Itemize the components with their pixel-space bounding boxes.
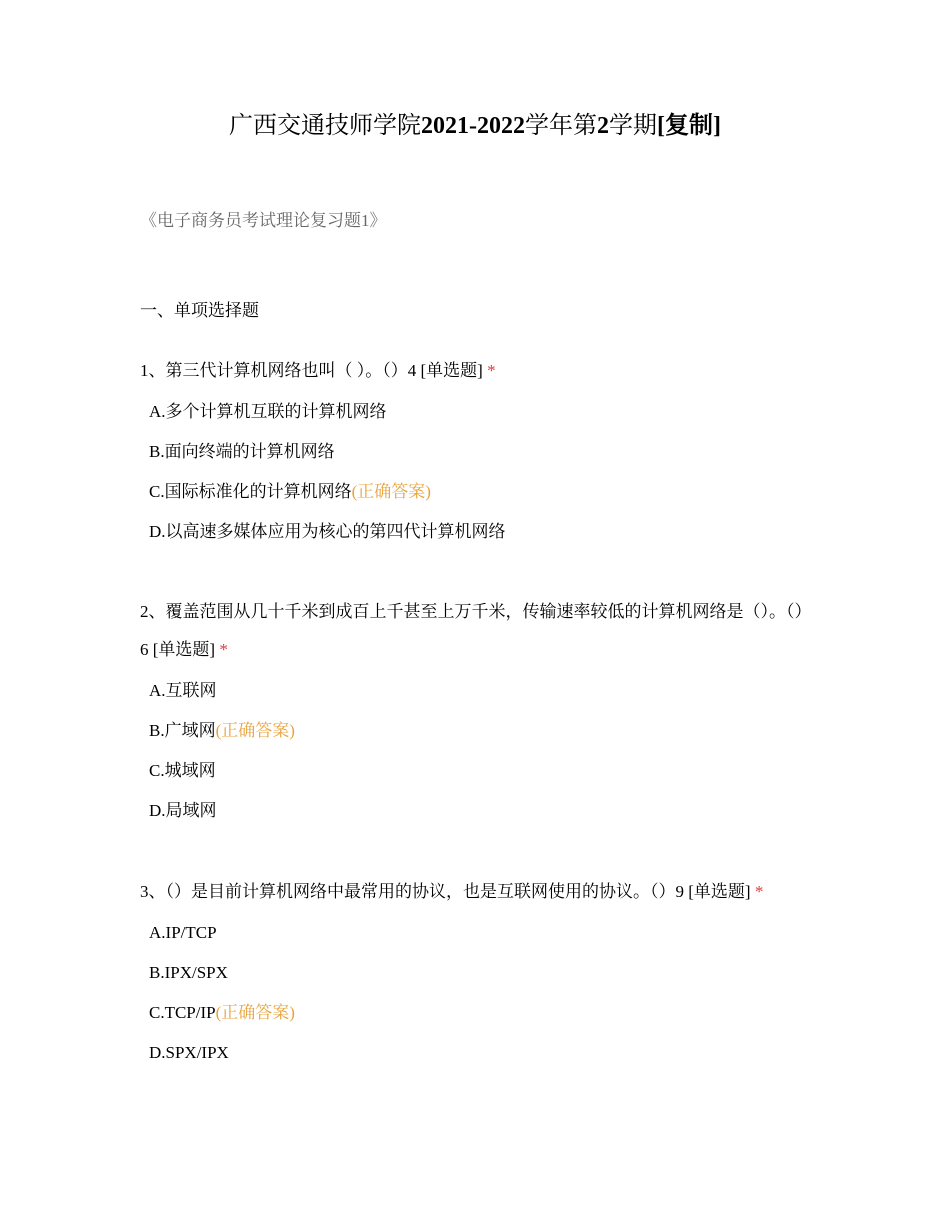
option-label: A.互联网 — [149, 681, 217, 700]
option-label: B.面向终端的计算机网络 — [149, 442, 335, 461]
option-d[interactable] — [140, 512, 810, 552]
option-c[interactable] — [140, 993, 810, 1033]
required-mark: * — [754, 882, 764, 901]
option-list — [140, 671, 810, 831]
option-d[interactable] — [140, 791, 810, 831]
question-1 — [140, 352, 810, 552]
option-b[interactable] — [140, 711, 810, 751]
title-middle: 学年第 — [525, 113, 597, 139]
title-term: 2 — [597, 113, 609, 139]
title-prefix: 广西交通技师学院 — [229, 113, 421, 139]
question-3-text: 3、（）是目前计算机网络中最常用的协议，也是互联网使用的协议。（）9 [单选题] — [140, 882, 751, 901]
option-label: C.TCP/IP — [149, 1003, 216, 1022]
correct-answer-note: (正确答案) — [215, 1003, 295, 1022]
option-label: D.局域网 — [149, 801, 217, 820]
option-label: A.多个计算机互联的计算机网络 — [149, 402, 387, 421]
option-label: D.以高速多媒体应用为核心的第四代计算机网络 — [149, 522, 506, 541]
option-label: B.广域网 — [149, 721, 216, 740]
option-c[interactable] — [140, 751, 810, 791]
document-title — [140, 108, 810, 144]
option-a[interactable] — [140, 913, 810, 953]
option-list — [140, 392, 810, 552]
correct-answer-note: (正确答案) — [215, 721, 295, 740]
option-d[interactable] — [140, 1033, 810, 1073]
option-b[interactable] — [140, 432, 810, 472]
option-label: B.IPX/SPX — [149, 963, 228, 982]
title-tag: [复制] — [657, 113, 721, 139]
question-2 — [140, 593, 810, 831]
question-text — [140, 593, 810, 669]
correct-answer-note: (正确答案) — [351, 482, 431, 501]
option-label: D.SPX/IPX — [149, 1043, 229, 1062]
option-label: C.城域网 — [149, 761, 216, 780]
option-list — [140, 913, 810, 1073]
question-2-text: 2、覆盖范围从几十千米到成百上千甚至上万千米，传输速率较低的计算机网络是（）。（）6 [单选题] — [140, 602, 803, 659]
option-a[interactable] — [140, 671, 810, 711]
question-1-text: 1、第三代计算机网络也叫（ ）。（）4 [单选题] — [140, 361, 483, 380]
section-heading: 一、单项选择题 — [140, 301, 259, 320]
required-mark: * — [487, 361, 496, 380]
title-years: 2021-2022 — [421, 113, 525, 139]
question-text — [140, 873, 810, 911]
option-label: C.国际标准化的计算机网络 — [149, 482, 352, 501]
option-a[interactable] — [140, 392, 810, 432]
question-3 — [140, 873, 810, 1073]
option-label: A.IP/TCP — [149, 923, 217, 942]
option-b[interactable] — [140, 953, 810, 993]
document-subtitle: 《电子商务员考试理论复习题1》 — [140, 211, 387, 230]
title-suffix: 学期 — [609, 113, 657, 139]
question-text — [140, 352, 810, 390]
required-mark: * — [219, 640, 228, 659]
option-c[interactable] — [140, 472, 810, 512]
